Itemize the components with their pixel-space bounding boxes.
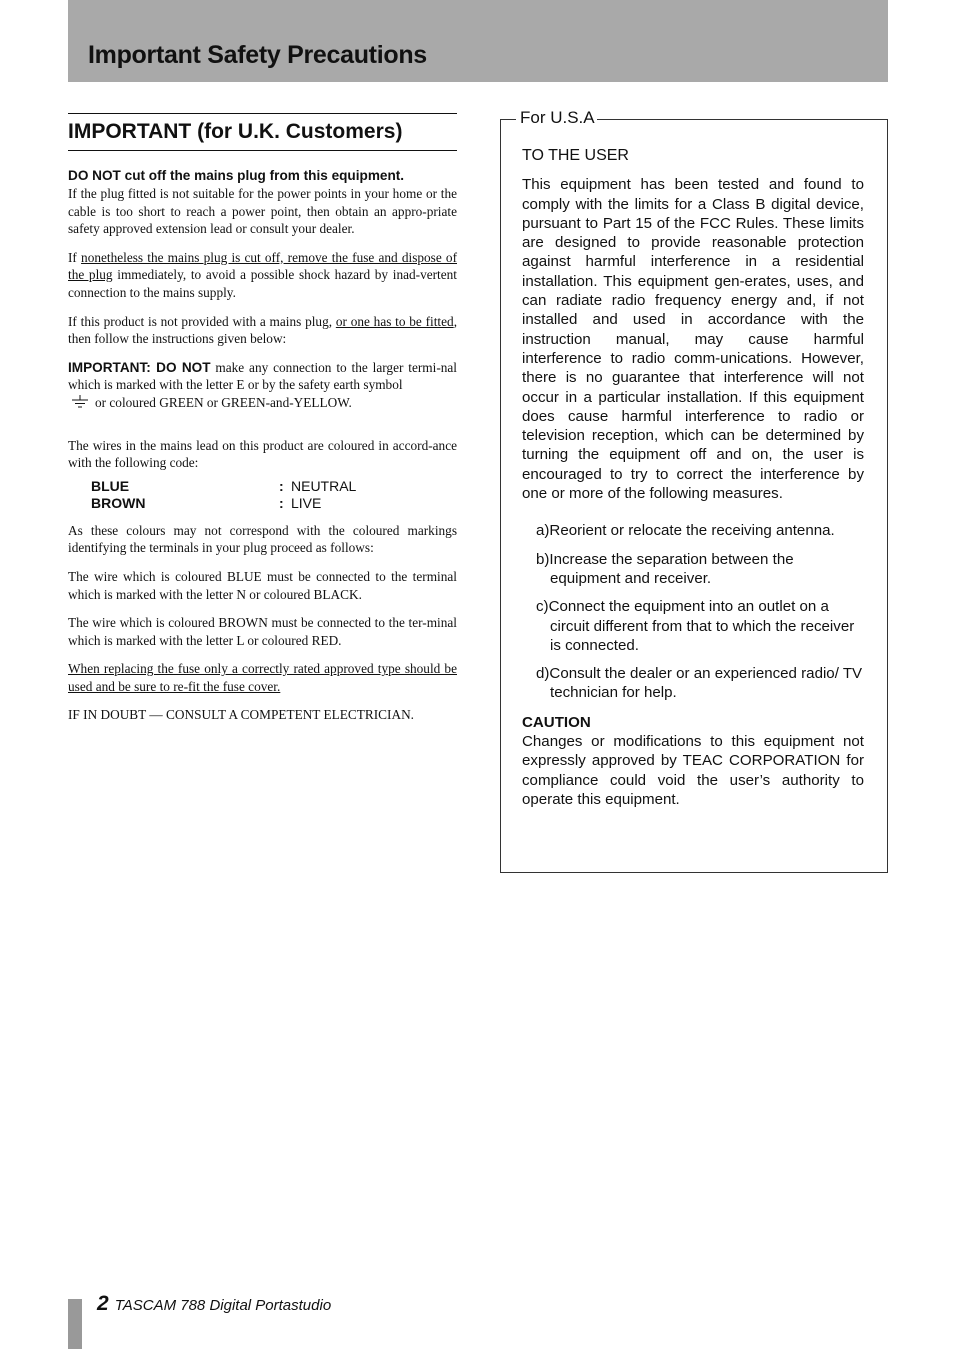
uk-paragraph-1: If the plug fitted is not suitable for the power points in your home or the cable is too short to reach a power point, then obtain an appro-priate safety approved extension lead or consult your dealer. — [68, 186, 457, 237]
page-title: Important Safety Precautions — [88, 41, 427, 69]
usa-legend: For U.S.A — [516, 108, 597, 128]
code-colour: BROWN — [91, 494, 146, 511]
uk-p3-prefix: If this product is not provided with a mains plug, — [68, 313, 336, 329]
uk-p2-underlined: nonetheless the mains plug is cut off, remove the fuse and dispose of the plug — [68, 249, 457, 283]
uk-section — [68, 113, 457, 735]
uk-p2-suffix: immediately, to avoid a possible shock hazard by inad-vertent connection to the mains supply. — [68, 267, 457, 300]
footer-bar — [68, 1299, 82, 1349]
measure-item: d)Consult the dealer or an experienced radio/ TV technician for help. — [536, 665, 863, 702]
code-colour: BLUE — [91, 477, 130, 494]
uk-p4-bold: IMPORTANT: DO NOT — [68, 359, 211, 375]
uk-paragraph-6: As these colours may not correspond with the coloured markings identifying the terminals in your plug proceed as follows: — [68, 522, 457, 556]
wire-colour-code — [91, 478, 457, 512]
measure-item: c)Connect the equipment into an outlet on a circuit different from that to which the receiver is connected. — [536, 598, 855, 654]
uk-heading: IMPORTANT (for U.K. Customers) — [68, 120, 403, 143]
uk-paragraph-8: The wire which is coloured BROWN must be connected to the ter-minal which is marked with the letter L or coloured RED. — [68, 615, 457, 648]
code-colon: : — [279, 494, 284, 511]
uk-paragraph-7: The wire which is coloured BLUE must be connected to the terminal which is marked with the letter N or coloured BLACK. — [68, 568, 457, 602]
uk-warning-title: DO NOT cut off the mains plug from this equipment. — [68, 168, 405, 183]
uk-paragraph-2 — [68, 249, 457, 302]
usa-heading: TO THE USER — [522, 147, 629, 164]
uk-p4-text: make any connection to the larger termi-nal which is marked with the letter E or by the safety earth symbol — [68, 359, 457, 393]
uk-p3-underlined: or one has to be fitted — [335, 313, 454, 329]
usa-notice-box — [500, 108, 888, 873]
measure-item: b)Increase the separation between the equipment and receiver. — [536, 550, 794, 587]
code-meaning: NEUTRAL — [291, 477, 357, 494]
code-row — [91, 478, 457, 495]
code-meaning: LIVE — [291, 494, 322, 511]
uk-paragraph-9: When replacing the fuse only a correctly rated approved type should be used and be sure to re-fit the fuse cover. — [68, 661, 457, 694]
header-band — [68, 0, 888, 82]
safety-earth-icon — [71, 395, 89, 409]
uk-p3-suffix: , then follow the instructions given below: — [68, 313, 458, 347]
usa-content — [522, 146, 864, 809]
code-colon: : — [279, 477, 284, 494]
footer-product: TASCAM 788 Digital Portastudio — [114, 1297, 332, 1314]
uk-paragraph-10: IF IN DOUBT — CONSULT A COMPETENT ELECTRICIAN. — [68, 707, 414, 723]
footer — [97, 1292, 331, 1316]
uk-paragraph-3 — [68, 313, 457, 348]
page-number: 2 — [97, 1292, 109, 1315]
uk-paragraph-4 — [68, 359, 457, 412]
uk-paragraph-5: The wires in the mains lead on this product are coloured in accord-ance with the following code: — [68, 437, 457, 471]
usa-body: This equipment has been tested and found to comply with the limits for a Class B digital device, pursuant to Part 15 of the FCC Rules. These limits are designed to provide reasonable protection against harmful interference in a residential installation. This equipment gen-erates, uses, and can radiate radio frequency energy and, if not installed and used in accordance with the instruction manual, may cause harmful interference to radio comm-unications. However, there is no guarantee that interference will not occur in a particular installation. If this equipment does cause harmful interference to radio or television reception, which can be determined by turning the equipment off and on, the user is encouraged to try to correct the interference by one or more of the following measures. — [522, 176, 864, 503]
caution-title: CAUTION — [522, 713, 591, 731]
code-row — [91, 495, 457, 512]
measure-item: a)Reorient or relocate the receiving antenna. — [536, 522, 835, 540]
uk-p4-tail: or coloured GREEN or GREEN-and-YELLOW. — [95, 394, 352, 410]
caution-body: Changes or modifications to this equipment not expressly approved by TEAC CORPORATION for compliance could void the user’s authority to operate this equipment. — [522, 733, 864, 808]
uk-heading-rule — [68, 113, 457, 151]
uk-p2-prefix: If — [68, 249, 82, 265]
